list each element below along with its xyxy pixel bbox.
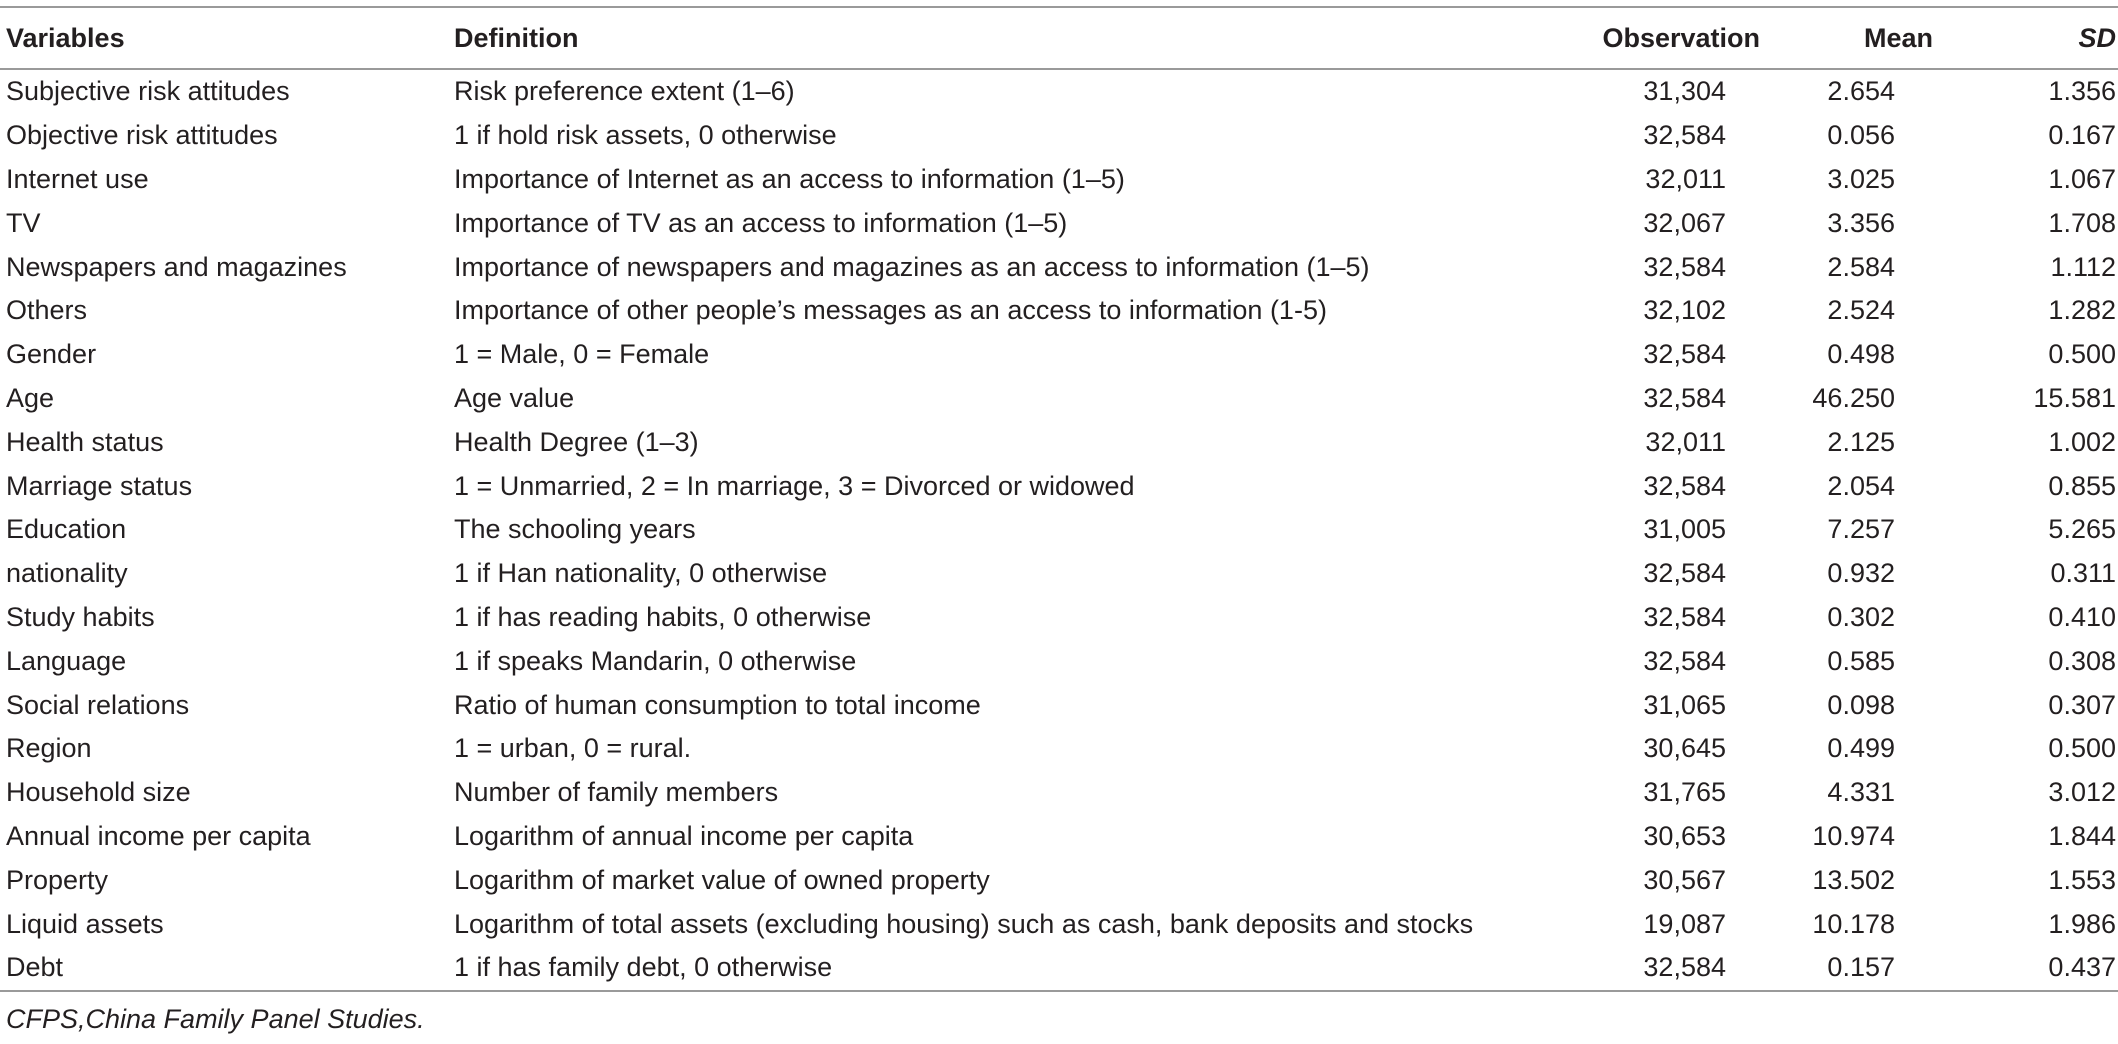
table-body xyxy=(0,69,2118,991)
cell-observation: 32,584 xyxy=(1643,601,1726,632)
cell-observation: 30,653 xyxy=(1643,820,1726,851)
cell-sd: 0.500 xyxy=(2048,339,2116,370)
cell-variable: Newspapers and magazines xyxy=(6,251,347,282)
cell-sd: 0.167 xyxy=(2048,120,2116,151)
table-row xyxy=(0,69,2118,114)
cell-observation: 32,011 xyxy=(1645,163,1726,194)
cell-definition: Logarithm of annual income per capita xyxy=(454,820,914,851)
cell-variable: Annual income per capita xyxy=(6,820,311,851)
table-row xyxy=(0,552,2118,596)
cell-variable: Social relations xyxy=(6,689,190,720)
cell-sd: 1.356 xyxy=(2048,76,2116,107)
cell-variable: Subjective risk attitudes xyxy=(6,76,290,107)
descriptive-statistics-table-container xyxy=(0,6,2118,992)
cell-observation: 32,584 xyxy=(1643,645,1726,676)
cell-variable: Health status xyxy=(6,426,164,457)
cell-observation: 32,584 xyxy=(1643,558,1726,589)
cell-variable: Objective risk attitudes xyxy=(6,120,278,151)
cell-definition: 1 = Male, 0 = Female xyxy=(454,339,710,370)
cell-definition: 1 if Han nationality, 0 otherwise xyxy=(454,558,828,589)
table-row xyxy=(0,333,2118,377)
table-row xyxy=(0,158,2118,202)
cell-variable: nationality xyxy=(6,558,128,589)
cell-sd: 1.002 xyxy=(2048,426,2116,457)
cell-mean: 46.250 xyxy=(1812,382,1895,413)
cell-observation: 31,304 xyxy=(1643,76,1726,107)
cell-variable: Internet use xyxy=(6,163,149,194)
cell-sd: 1.986 xyxy=(2048,908,2116,939)
cell-observation: 32,011 xyxy=(1645,426,1726,457)
cell-definition: Logarithm of market value of owned property xyxy=(454,864,990,895)
cell-definition: 1 = Unmarried, 2 = In marriage, 3 = Divorced or widowed xyxy=(454,470,1135,501)
cell-sd: 0.500 xyxy=(2048,733,2116,764)
table-row xyxy=(0,508,2118,552)
cell-definition: The schooling years xyxy=(454,514,696,545)
header-definition: Definition xyxy=(454,22,579,53)
cell-variable: TV xyxy=(6,207,41,238)
cell-sd: 0.308 xyxy=(2048,645,2116,676)
header-sd: SD xyxy=(2078,22,2116,53)
cell-mean: 0.499 xyxy=(1827,733,1895,764)
cell-mean: 13.502 xyxy=(1812,864,1895,895)
cell-mean: 2.125 xyxy=(1827,426,1895,457)
cell-sd: 1.708 xyxy=(2048,207,2116,238)
cell-observation: 32,584 xyxy=(1643,120,1726,151)
table-row xyxy=(0,377,2118,421)
cell-sd: 0.311 xyxy=(2050,558,2116,589)
table-row xyxy=(0,946,2118,991)
cell-mean: 4.331 xyxy=(1827,777,1895,808)
cell-mean: 2.654 xyxy=(1827,76,1895,107)
table-footnote: CFPS,China Family Panel Studies. xyxy=(6,1004,425,1034)
cell-mean: 0.302 xyxy=(1827,601,1895,632)
cell-sd: 15.581 xyxy=(2033,382,2116,413)
table-row xyxy=(0,683,2118,727)
table-row xyxy=(0,114,2118,158)
cell-mean: 2.584 xyxy=(1827,251,1895,282)
cell-sd: 1.112 xyxy=(2050,251,2116,282)
table-header xyxy=(0,7,2118,69)
cell-sd: 0.855 xyxy=(2048,470,2116,501)
cell-observation: 32,584 xyxy=(1643,952,1726,983)
table-row xyxy=(0,245,2118,289)
cell-definition: 1 if hold risk assets, 0 otherwise xyxy=(454,120,837,151)
header-variables: Variables xyxy=(6,22,125,53)
table-row xyxy=(0,289,2118,333)
cell-variable: Study habits xyxy=(6,601,155,632)
cell-observation: 32,584 xyxy=(1643,339,1726,370)
table-row xyxy=(0,771,2118,815)
table-row xyxy=(0,420,2118,464)
table-row xyxy=(0,464,2118,508)
table-row xyxy=(0,596,2118,640)
cell-observation: 30,567 xyxy=(1643,864,1726,895)
cell-definition: Risk preference extent (1–6) xyxy=(454,76,795,107)
cell-definition: Health Degree (1–3) xyxy=(454,426,699,457)
cell-observation: 32,102 xyxy=(1643,295,1726,326)
cell-mean: 10.178 xyxy=(1812,908,1895,939)
cell-mean: 10.974 xyxy=(1812,820,1895,851)
cell-mean: 0.932 xyxy=(1827,558,1895,589)
cell-sd: 1.844 xyxy=(2048,820,2116,851)
cell-variable: Region xyxy=(6,733,92,764)
cell-sd: 5.265 xyxy=(2048,514,2116,545)
cell-variable: Gender xyxy=(6,339,97,370)
table-row xyxy=(0,639,2118,683)
cell-observation: 31,065 xyxy=(1643,689,1726,720)
header-mean: Mean xyxy=(1863,22,1933,53)
cell-observation: 32,584 xyxy=(1643,251,1726,282)
cell-definition: 1 if speaks Mandarin, 0 otherwise xyxy=(454,645,857,676)
cell-mean: 0.098 xyxy=(1827,689,1895,720)
cell-variable: Liquid assets xyxy=(6,908,164,939)
cell-sd: 0.437 xyxy=(2048,952,2116,983)
cell-sd: 1.553 xyxy=(2048,864,2116,895)
cell-observation: 31,005 xyxy=(1643,514,1726,545)
cell-mean: 3.025 xyxy=(1827,163,1895,194)
table-row xyxy=(0,902,2118,946)
cell-definition: 1 if has reading habits, 0 otherwise xyxy=(454,601,872,632)
table-row xyxy=(0,858,2118,902)
cell-sd: 0.410 xyxy=(2048,601,2116,632)
cell-mean: 0.056 xyxy=(1827,120,1895,151)
cell-variable: Household size xyxy=(6,777,191,808)
cell-variable: Age xyxy=(6,382,55,413)
cell-definition: Importance of TV as an access to information (1–5) xyxy=(454,207,1068,238)
cell-definition: Importance of newspapers and magazines as an access to information (1–5) xyxy=(454,251,1370,282)
cell-mean: 2.524 xyxy=(1827,295,1895,326)
cell-definition: Importance of other people’s messages as an access to information (1-5) xyxy=(454,295,1327,326)
cell-mean: 7.257 xyxy=(1827,514,1895,545)
cell-sd: 1.282 xyxy=(2048,295,2116,326)
cell-mean: 0.585 xyxy=(1827,645,1895,676)
table-row xyxy=(0,201,2118,245)
cell-mean: 0.157 xyxy=(1827,952,1895,983)
cell-mean: 2.054 xyxy=(1827,470,1895,501)
cell-definition: Ratio of human consumption to total income xyxy=(454,689,981,720)
table-row xyxy=(0,727,2118,771)
cell-observation: 30,645 xyxy=(1643,733,1726,764)
cell-observation: 32,584 xyxy=(1643,470,1726,501)
cell-mean: 0.498 xyxy=(1827,339,1895,370)
cell-sd: 1.067 xyxy=(2048,163,2116,194)
cell-variable: Education xyxy=(6,514,127,545)
cell-observation: 31,765 xyxy=(1643,777,1726,808)
descriptive-statistics-table xyxy=(0,6,2118,992)
cell-variable: Others xyxy=(6,295,88,326)
cell-definition: Number of family members xyxy=(454,777,779,808)
cell-mean: 3.356 xyxy=(1827,207,1895,238)
cell-observation: 32,067 xyxy=(1643,207,1726,238)
cell-variable: Debt xyxy=(6,952,64,983)
cell-variable: Language xyxy=(6,645,127,676)
cell-observation: 32,584 xyxy=(1643,382,1726,413)
cell-definition: Logarithm of total assets (excluding housing) such as cash, bank deposits and stocks xyxy=(454,908,1474,939)
cell-definition: 1 if has family debt, 0 otherwise xyxy=(454,952,833,983)
header-observation: Observation xyxy=(1602,22,1760,53)
cell-sd: 0.307 xyxy=(2048,689,2116,720)
cell-variable: Property xyxy=(6,864,109,895)
cell-definition: 1 = urban, 0 = rural. xyxy=(454,733,692,764)
cell-definition: Age value xyxy=(454,382,575,413)
cell-definition: Importance of Internet as an access to information (1–5) xyxy=(454,163,1125,194)
cell-sd: 3.012 xyxy=(2048,777,2116,808)
cell-observation: 19,087 xyxy=(1643,908,1726,939)
cell-variable: Marriage status xyxy=(6,470,193,501)
header-row xyxy=(0,7,2118,69)
table-row xyxy=(0,815,2118,859)
